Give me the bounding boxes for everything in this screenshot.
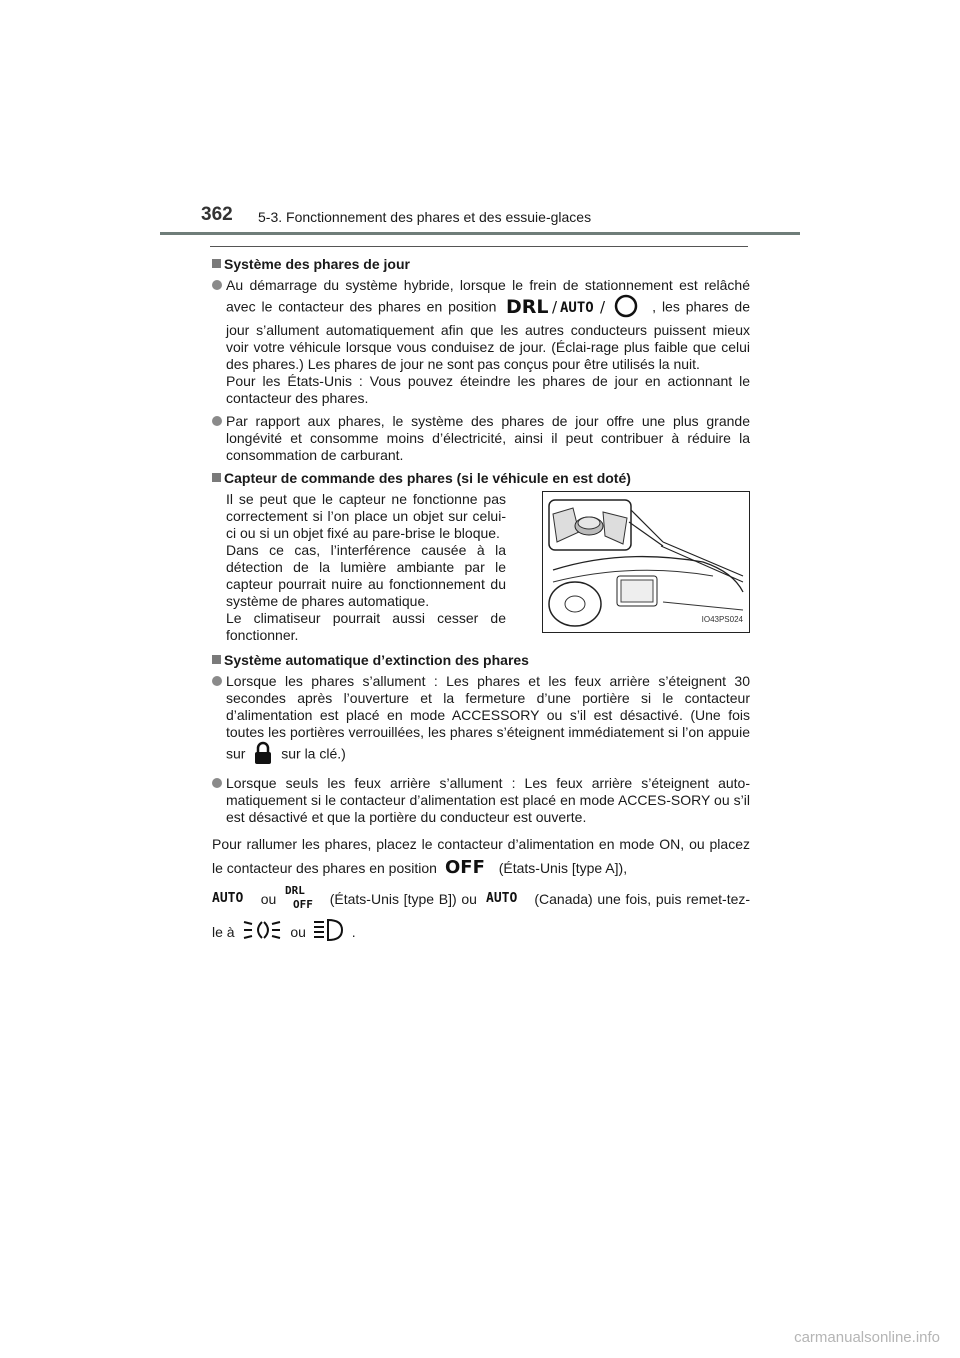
figure-label: IO43PS024 (701, 615, 743, 624)
svg-text:AUTO: AUTO (212, 891, 244, 906)
sensor-text: Il se peut que le capteur ne fonctionne pas correctement si l’on place un objet sur celui-ci ou si un objet fixé au pare-brise le bloque. Dans ce cas, l’interférence causée à la détection de la lumière ambiante par le capteur pourrait nuire au fonctionnement du système de phares automatique. Le climatiseur pourrait aussi cesser de fonctionner. (226, 491, 506, 643)
svg-text:DRL: DRL (285, 884, 305, 897)
svg-text:/: / (600, 298, 606, 316)
drl-text-icon: DRL (506, 296, 549, 318)
lock-icon (253, 741, 273, 769)
heading-square-icon (212, 473, 221, 482)
bullet-drl-2: Par rapport aux phares, le système des phares de jour offre une plus grande longévité et consomme moins d’électricité, ainsi il peut contribuer à réduire la consommation de carburant. (212, 413, 750, 464)
sub-rule (210, 246, 748, 247)
bullet-drl-1: Au démarrage du système hybride, lorsque le frein de stationnement est relâché avec le contacteur des phares en position DRL / AUTO / , les phares de jour s’allument automatiquement afin que les autres conducteurs puissent mieux voir votre véhicule lorsque vous conduisez de jour. (Éclai-rage plus faible que celui des phares.) Les phares de jour ne sont pas conçus pour être utilisés la nuit. Pour les États-Unis : Vous pouvez éteindre les phares de jour en actionnant le contacteur des phares. (212, 277, 750, 407)
page-content (212, 256, 750, 955)
heading-sensor: Capteur de commande des phares (si le véhicule en est doté) (212, 470, 750, 487)
bullet-dot-icon (212, 676, 222, 686)
svg-text:/: / (552, 298, 558, 316)
auto-label-icon (212, 888, 252, 913)
off-label-icon (445, 856, 491, 883)
bullet-dot-icon (212, 416, 222, 426)
svg-text:AUTO: AUTO (560, 300, 594, 316)
header-rule (160, 232, 800, 235)
heading-drl: Système des phares de jour (212, 256, 750, 273)
parking-lights-icon (242, 918, 282, 949)
drl-auto-switch-icon (506, 294, 642, 322)
auto-label-icon (486, 888, 526, 913)
heading-auto-off: Système automatique d’extinction des phares (212, 652, 750, 669)
watermark: carmanualsonline.info (794, 1329, 940, 1346)
heading-square-icon (212, 259, 221, 268)
svg-text:OFF: OFF (293, 898, 313, 911)
sensor-figure (542, 491, 750, 633)
heading-square-icon (212, 655, 221, 664)
page-number: 362 (201, 204, 233, 225)
sensor-block (226, 491, 750, 644)
bullet-auto-off-1: Lorsque les phares s’allument : Les phares et les feux arrière s’éteignent 30 secondes après l’ouverture et la fermeture d’une portière si le contacteur d’alimentation est placé en mode ACCESSORY ou s’il est désactivé. (Une fois toutes les portières verrouillées, les phares s’éteignent immédiatement si l’on appuie sur sur la clé.) (212, 673, 750, 769)
bullet-dot-icon (212, 280, 222, 290)
drl-off-icon (285, 883, 321, 918)
svg-text:OFF: OFF (444, 857, 485, 876)
svg-text:AUTO: AUTO (485, 891, 517, 906)
bullet-dot-icon (212, 778, 222, 788)
bullet-auto-off-2: Lorsque seuls les feux arrière s’allument : Les feux arrière s’éteignent auto-matiquement si le contacteur d’alimentation est placé en mode ACCES-SORY ou s’il est désactivé et que la portière du conducteur est ouverte. (212, 775, 750, 826)
relight-paragraph: Pour rallumer les phares, placez le contacteur d’alimentation en mode ON, ou placez le contacteur des phares en position OFF (États-Unis [type A]), AUTO ou DRL OFF (États-Unis [type B]) ou AUTO (Canada) une fois, puis remet-tez-le à ou . (212, 832, 750, 949)
headlight-icon (312, 918, 346, 949)
section-title: 5-3. Fonctionnement des phares et des essuie-glaces (258, 209, 592, 225)
